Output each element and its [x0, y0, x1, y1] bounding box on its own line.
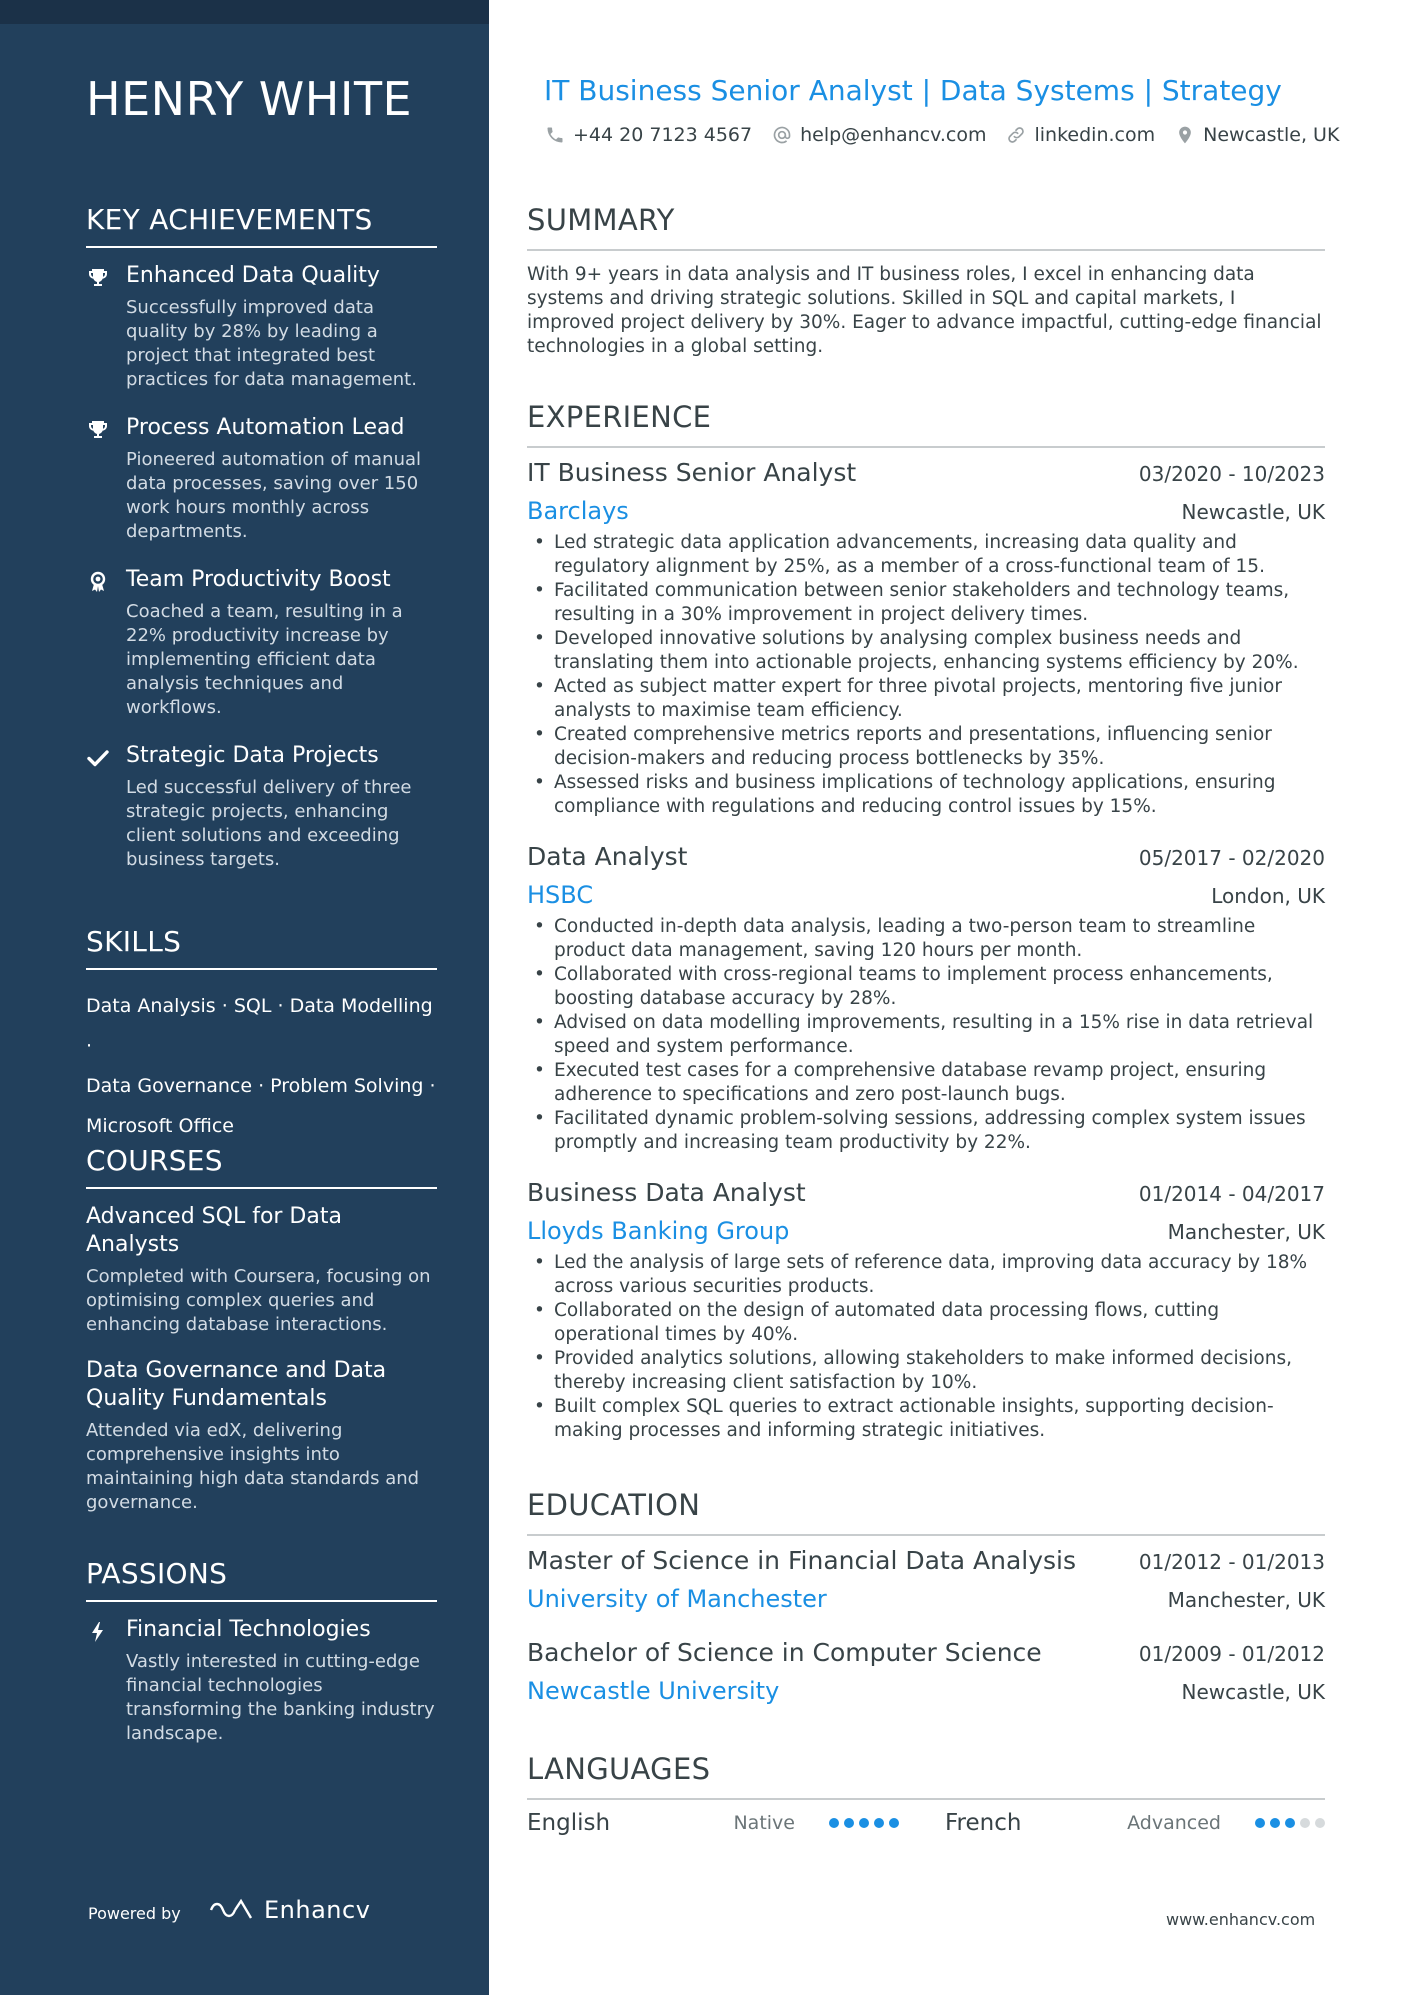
contact-linkedin[interactable]	[1006, 124, 1155, 146]
skills-list: Data Analysis · SQL · Data Modelling · Data Governance · Problem Solving · Microsoft Office	[86, 995, 436, 1137]
achievement-title: Enhanced Data Quality	[126, 263, 380, 288]
achievement-title: Team Productivity Boost	[126, 567, 391, 592]
course-title: Advanced SQL for Data Analysts	[86, 1204, 342, 1257]
job-bullet: • Facilitated communication between senior stakeholders and technology teams, resulting in a 30% improvement in project delivery times.	[527, 579, 1325, 627]
rating-dot-filled	[874, 1818, 884, 1828]
achievements-section	[86, 203, 437, 894]
job-bullet: • Acted as subject matter expert for three pivotal projects, mentoring five junior analysts to maximise team efficiency.	[527, 675, 1325, 723]
education-entry	[527, 1638, 1325, 1705]
skills-section	[86, 925, 437, 1146]
language-rating	[1255, 1818, 1325, 1828]
education-location: Manchester, UK	[1167, 1588, 1325, 1612]
passion-title: Financial Technologies	[126, 1617, 371, 1642]
job-title: Business Data Analyst	[527, 1178, 806, 1207]
job-location: Manchester, UK	[1167, 1220, 1325, 1244]
summary-title: SUMMARY	[527, 203, 1325, 251]
job-date: 03/2020 - 10/2023	[1138, 462, 1325, 486]
rating-dot-filled	[844, 1818, 854, 1828]
language-level: Advanced	[1127, 1812, 1221, 1834]
job-location: London, UK	[1211, 884, 1325, 908]
job-date: 05/2017 - 02/2020	[1138, 846, 1325, 870]
achievements-title: KEY ACHIEVEMENTS	[86, 203, 437, 248]
courses-title: COURSES	[86, 1144, 437, 1189]
job-bullet: • Collaborated on the design of automated data processing flows, cutting operational times by 40%.	[527, 1299, 1325, 1347]
passion-item	[86, 1616, 437, 1746]
passions-section	[86, 1557, 437, 1768]
contact-text: help@enhancv.com	[800, 124, 987, 146]
achievement-desc: Led successful delivery of three strategic projects, enhancing client solutions and exceeding business targets.	[126, 777, 412, 870]
achievement-item	[86, 262, 437, 392]
job-title: IT Business Senior Analyst	[527, 458, 857, 487]
summary-text: With 9+ years in data analysis and IT business roles, I excel in enhancing data systems and driving strategic solutions. Skilled in SQL and capital markets, I improved project delivery by 30%. Eager to advance impactful, cutting-edge financial technologies in a global setting.	[527, 264, 1322, 357]
job-bullet: • Provided analytics solutions, allowing stakeholders to make informed decisions, thereby increasing client satisfaction by 10%.	[527, 1347, 1325, 1395]
education-entry	[527, 1546, 1325, 1613]
contact-phone[interactable]	[545, 124, 752, 146]
achievement-title: Process Automation Lead	[126, 415, 405, 440]
achievement-item	[86, 566, 437, 720]
job-bullet: • Facilitated dynamic problem-solving sessions, addressing complex system issues promptly and increasing team productivity by 22%.	[527, 1107, 1325, 1155]
achievement-desc: Pioneered automation of manual data processes, saving over 150 work hours monthly across departments.	[126, 449, 422, 542]
enhancv-logo-icon	[208, 1897, 254, 1923]
job-bullet: • Led the analysis of large sets of reference data, improving data accuracy by 18% across various securities products.	[527, 1251, 1325, 1299]
sidebar	[0, 0, 489, 1995]
rating-dot-filled	[1255, 1818, 1265, 1828]
rating-dot-empty	[1300, 1818, 1310, 1828]
rating-dot-filled	[1285, 1818, 1295, 1828]
job-entry	[527, 842, 1325, 1155]
achievement-title: Strategic Data Projects	[126, 743, 379, 768]
rating-dot-filled	[889, 1818, 899, 1828]
job-bullet: • Assessed risks and business implications of technology applications, ensuring compliance with regulations and reducing control issues by 15%.	[527, 771, 1325, 819]
job-entry	[527, 458, 1325, 819]
powered-by-label: Powered by	[88, 1904, 181, 1923]
language-level: Native	[733, 1812, 795, 1834]
language-item	[527, 1810, 907, 1836]
contact-bar	[545, 124, 1339, 146]
skill-item: Problem Solving	[270, 1075, 424, 1097]
school: Newcastle University	[527, 1677, 780, 1705]
award-ribbon-icon	[86, 570, 110, 594]
contact-text: linkedin.com	[1034, 124, 1156, 146]
skill-item: Microsoft Office	[86, 1115, 234, 1137]
languages-title: LANGUAGES	[527, 1752, 1325, 1800]
language-item	[945, 1810, 1325, 1836]
job-bullet: • Developed innovative solutions by analysing complex business needs and translating them into actionable projects, enhancing systems efficiency by 20%.	[527, 627, 1325, 675]
checkmark-icon	[86, 746, 110, 770]
course-item	[86, 1357, 437, 1515]
link-icon	[1006, 125, 1026, 145]
job-title: Data Analyst	[527, 842, 688, 871]
skill-item: Data Modelling	[289, 995, 433, 1017]
achievement-desc: Coached a team, resulting in a 22% productivity increase by implementing efficient data analysis techniques and workflows.	[126, 601, 403, 718]
school: University of Manchester	[527, 1585, 827, 1613]
job-bullet: • Created comprehensive metrics reports and presentations, influencing senior decision-makers and reducing process bottlenecks by 35%.	[527, 723, 1325, 771]
education-date: 01/2012 - 01/2013	[1138, 1550, 1325, 1574]
passions-title: PASSIONS	[86, 1557, 437, 1602]
brand-logo	[208, 1896, 370, 1924]
achievement-item	[86, 742, 437, 872]
education-location: Newcastle, UK	[1181, 1680, 1325, 1704]
skill-item: SQL	[233, 995, 272, 1017]
job-company: Lloyds Banking Group	[527, 1217, 790, 1245]
rating-dot-filled	[829, 1818, 839, 1828]
contact-text: +44 20 7123 4567	[573, 124, 753, 146]
degree: Master of Science in Financial Data Analysis	[527, 1546, 1077, 1575]
course-title: Data Governance and Data Quality Fundamentals	[86, 1358, 387, 1411]
skill-item: Data Analysis	[86, 995, 216, 1017]
job-bullet: • Collaborated with cross-regional teams to implement process enhancements, boosting database accuracy by 28%.	[527, 963, 1325, 1011]
footer-site[interactable]: www.enhancv.com	[1166, 1910, 1316, 1929]
course-item	[86, 1203, 437, 1337]
education-date: 01/2009 - 01/2012	[1138, 1642, 1325, 1666]
rating-dot-filled	[859, 1818, 869, 1828]
location-pin-icon	[1175, 125, 1195, 145]
degree: Bachelor of Science in Computer Science	[527, 1638, 1042, 1667]
sidebar-top-bar	[0, 0, 489, 24]
contact-text: Newcastle, UK	[1203, 124, 1340, 146]
course-desc: Attended via edX, delivering comprehensive insights into maintaining high data standards and governance.	[86, 1420, 420, 1513]
lightning-bolt-icon	[86, 1620, 110, 1644]
education-title: EDUCATION	[527, 1488, 1325, 1536]
job-bullet: • Built complex SQL queries to extract actionable insights, supporting decision-making processes and informing strategic initiatives.	[527, 1395, 1325, 1443]
course-desc: Completed with Coursera, focusing on optimising complex queries and enhancing database interactions.	[86, 1266, 431, 1335]
job-bullet: • Led strategic data application advancements, increasing data quality and regulatory alignment by 25%, as a member of a cross-functional team of 15.	[527, 531, 1325, 579]
job-bullet: • Conducted in-depth data analysis, leading a two-person team to streamline product data management, saving 120 hours per month.	[527, 915, 1325, 963]
rating-dot-filled	[1270, 1818, 1280, 1828]
headline: IT Business Senior Analyst | Data Systems | Strategy	[544, 74, 1282, 107]
skill-item: Data Governance	[86, 1075, 253, 1097]
achievement-item	[86, 414, 437, 544]
rating-dot-empty	[1315, 1818, 1325, 1828]
language-name: English	[527, 1810, 611, 1836]
language-rating	[829, 1818, 899, 1828]
brand-name: Enhancv	[264, 1896, 371, 1924]
experience-title: EXPERIENCE	[527, 400, 1325, 448]
passion-desc: Vastly interested in cutting-edge financial technologies transforming the banking industry landscape.	[126, 1651, 435, 1744]
at-icon	[772, 125, 792, 145]
languages-list	[527, 1810, 1325, 1836]
job-entry	[527, 1178, 1325, 1443]
contact-email[interactable]	[772, 124, 986, 146]
skills-title: SKILLS	[86, 925, 437, 970]
job-location: Newcastle, UK	[1181, 500, 1325, 524]
language-name: French	[945, 1810, 1022, 1836]
job-date: 01/2014 - 04/2017	[1138, 1182, 1325, 1206]
trophy-icon	[86, 418, 110, 442]
achievement-desc: Successfully improved data quality by 28% by leading a project that integrated best practices for data management.	[126, 297, 417, 390]
courses-section	[86, 1144, 437, 1521]
job-bullet: • Executed test cases for a comprehensive database revamp project, ensuring adherence to specifications and zero post-launch bugs.	[527, 1059, 1325, 1107]
candidate-name: HENRY WHITE	[86, 72, 413, 126]
job-company: Barclays	[527, 497, 629, 525]
phone-icon	[545, 125, 565, 145]
job-company: HSBC	[527, 881, 594, 909]
trophy-icon	[86, 266, 110, 290]
job-bullet: • Advised on data modelling improvements, resulting in a 15% rise in data retrieval speed and system performance.	[527, 1011, 1325, 1059]
contact-location	[1175, 124, 1339, 146]
